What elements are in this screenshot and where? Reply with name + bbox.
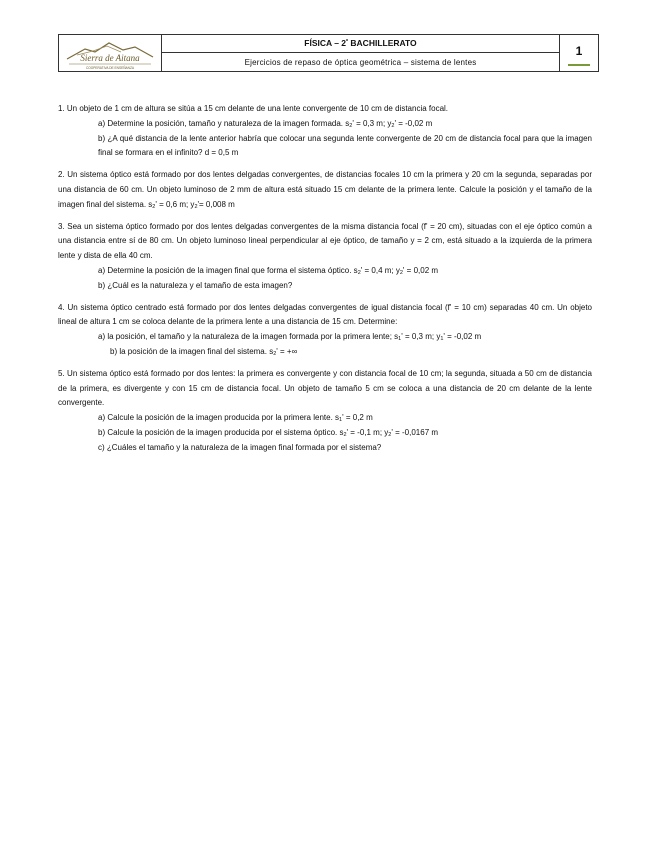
- exercise-5: [58, 367, 592, 456]
- exercise-4-part-b: b) la posición de la imagen final del sistema. $s_2'$ = +∞: [110, 346, 298, 357]
- page-number-underline: [568, 64, 590, 67]
- exercise-3-statement: 3. Sea un sistema óptico formado por dos lentes delgadas convergentes de la misma distancia focal (f' = 20 cm), situadas con el eje óptico común a una distancia entre sí de 80 cm. Un objeto luminoso lineal perpendicular al eje óptico, de tamaño y = 2 cm, está situado a la izquierda de la primera lente y dista de ella 40 cm.: [58, 221, 592, 261]
- exercise-5-part-b: b) Calcule la posición de la imagen producida por el sistema óptico. $s_2' = -0,1$ m; $y_2' = -0,0167$ m: [98, 427, 439, 438]
- worksheet-subtitle: Ejercicios de repaso de óptica geométrica – sistema de lentes: [244, 58, 477, 67]
- exercise-4: [58, 301, 592, 360]
- exercise-3-part-b: b) ¿Cuál es la naturaleza y el tamaño de esta imagen?: [98, 280, 293, 290]
- mountain-logo-icon: [63, 37, 157, 71]
- exercise-list: [58, 102, 592, 463]
- exercise-4-statement: 4. Un sistema óptico centrado está formado por dos lentes delgadas convergentes de igual distancia focal (f' = 10 cm) separadas 40 cm. Un objeto lineal de altura 1 cm se coloca delante de la primera lente a una distancia de 15 cm. Determine:: [58, 302, 592, 327]
- school-logo: [59, 35, 162, 71]
- exercise-3: [58, 220, 592, 294]
- logo-subtext: COOPERATIVA DE ENSEÑANZA: [85, 66, 135, 70]
- page-number: 1: [575, 44, 583, 58]
- exercise-1-part-b: b) ¿A qué distancia de la lente anterior habría que colocar una segunda lente convergente de 20 cm de distancia focal para que la imagen final se formara en el infinito? d = 0,5 m: [98, 133, 592, 158]
- exercise-5-part-c: c) ¿Cuáles el tamaño y la naturaleza de la imagen final formada por el sistema?: [98, 442, 382, 452]
- exercise-1: [58, 102, 592, 161]
- exercise-5-statement: 5. Un sistema óptico está formado por dos lentes: la primera es convergente y con distancia focal de 10 cm; la segunda, situada a 50 cm de distancia de la primera, es divergente y con 15 cm de distancia focal. Un objeto de tamaño 5 cm se coloca a una distancia de 20 cm delante de la lente convergente.: [58, 368, 592, 408]
- exercise-4-part-a: a) la posición, el tamaño y la naturaleza de la imagen formada por la primera lente; $s_1' = 0,3$ m; $y_1' = -0,02$ m: [98, 332, 482, 343]
- exercise-2: [58, 168, 592, 212]
- course-title: FÍSICA – $2^º$ BACHILLERATO: [162, 35, 559, 53]
- exercise-1-statement: 1. Un objeto de 1 cm de altura se sitúa a 15 cm delante de una lente convergente de 10 cm de distancia focal.: [58, 104, 449, 113]
- page-number-box: [560, 35, 598, 71]
- logo-text: Sierra de Aitana: [80, 53, 140, 63]
- exercise-5-part-a: a) Calcule la posición de la imagen producida por la primera lente. $s_1' = 0,2$ m: [98, 413, 373, 424]
- exercise-2-statement: 2. Un sistema óptico está formado por dos lentes delgadas convergentes, de distancias focales 10 cm la primera y 20 cm la segunda, separadas por una distancia de 60 cm. Un objeto luminoso de 2 mm de altura está situado 15 cm delante de la primera lente. Calcule la posición y el tamaño de la imagen final del sistema. $s_2' = 0,6$ m; $y_2'= 0,008$ m: [58, 170, 592, 210]
- exercise-3-part-a: a) Determine la posición de la imagen final que forma el sistema óptico. $s_2' = 0,4$ m; $y_2' = 0,02$ m: [98, 265, 439, 276]
- document-header: [58, 34, 599, 72]
- exercise-1-part-a: a) Determine la posición, tamaño y naturaleza de la imagen formada. $s_2' = 0,3$ m; $y_2' = -0,02$ m: [98, 118, 433, 129]
